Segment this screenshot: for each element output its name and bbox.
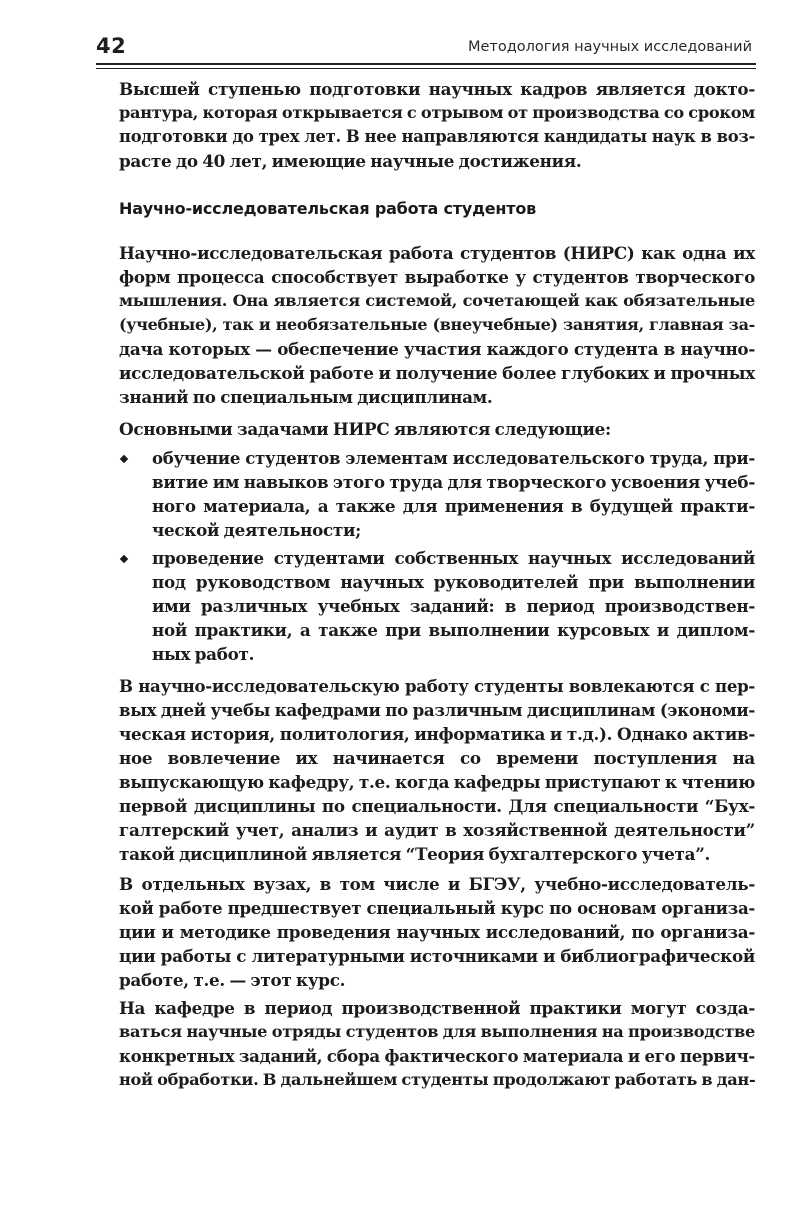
text-line: витие им навыков этого труда для творческого усвоения учеб-	[152, 472, 755, 492]
text-line: ческая история, политология, информатика и т.д.). Однако актив-	[119, 724, 755, 744]
text-line: ной практики, а также при выполнении курсовых и диплом-	[152, 620, 755, 640]
text-line: ими различных учебных заданий: в период производствен-	[152, 596, 755, 616]
text-line: знаний по специальным дисциплинам.	[119, 387, 493, 407]
text-line: ного материала, а также для применения в будущей практи-	[152, 496, 755, 516]
text-line: ческой деятельности;	[152, 520, 362, 540]
text-line: ных работ.	[152, 644, 255, 664]
text-line: В научно-исследовательскую работу студенты вовлекаются с пер-	[119, 676, 755, 696]
text-line: конкретных заданий, сбора фактического материала и его первич-	[119, 1046, 755, 1066]
text-line: На кафедре в период производственной практики могут созда-	[119, 998, 755, 1018]
text-line: ной обработки. В дальнейшем студенты продолжают работать в дан-	[119, 1070, 756, 1089]
text-line: первой дисциплины по специальности. Для специальности “Бух-	[119, 796, 755, 816]
text-line: проведение студентами собственных научных исследований	[152, 548, 755, 568]
text-line: ции и методике проведения научных исследований, по организа-	[119, 922, 755, 942]
header-rule-thick	[96, 63, 756, 65]
paragraph-doctorate	[119, 77, 755, 173]
page-header	[96, 34, 752, 64]
text-line: рантура, которая открывается с отрывом от производства со сроком	[119, 103, 755, 122]
text-line: мышления. Она является системой, сочетающей как обязательные	[119, 291, 755, 310]
paragraph-practice	[119, 996, 755, 1092]
text-line: (учебные), так и необязательные (внеучебные) занятия, главная за-	[119, 315, 755, 334]
text-line: Научно-исследовательская работа студентов (НИРС) как одна их	[119, 243, 755, 263]
text-line: расте до 40 лет, имеющие научные достижения.	[119, 151, 582, 171]
text-line: В отдельных вузах, в том числе и БГЭУ, учебно-исследователь-	[119, 874, 755, 894]
bullet-diamond-icon	[120, 555, 130, 565]
paragraph-nirs-definition	[119, 241, 755, 409]
header-rule-thin	[96, 68, 756, 69]
list-item	[152, 546, 755, 666]
text-line: ции работы с литературными источниками и библиографической	[119, 946, 755, 966]
text-line: кой работе предшествует специальный курс по основам организа-	[119, 898, 755, 918]
text-line: Основными задачами НИРС являются следующие:	[119, 419, 611, 439]
text-line: под руководством научных руководителей при выполнении	[152, 572, 755, 592]
list-item	[152, 446, 755, 542]
text-line: ваться научные отряды студентов для выполнения на производстве	[119, 1022, 755, 1041]
text-line: Высшей ступенью подготовки научных кадров является докто-	[119, 79, 755, 99]
text-line: галтерский учет, анализ и аудит в хозяйственной деятельности”	[119, 820, 755, 840]
paragraph-bgeu	[119, 872, 755, 992]
paragraph-tasks-intro	[119, 417, 755, 441]
running-head: Методология научных исследований	[467, 39, 752, 55]
text-line: подготовки до трех лет. В нее направляются кандидаты наук в воз-	[119, 127, 755, 146]
text-line: выпускающую кафедру, т.е. когда кафедры приступают к чтению	[119, 772, 755, 792]
text-line: обучение студентов элементам исследовательского труда, при-	[152, 448, 755, 468]
text-line: вых дней учебы кафедрами по различным дисциплинам (экономи-	[119, 700, 755, 720]
text-line: такой дисциплиной является “Теория бухгалтерского учета”.	[119, 844, 711, 864]
text-line: форм процесса способствует выработке у студентов творческого	[119, 267, 755, 287]
section-heading: Научно-исследовательская работа студентов	[119, 199, 537, 218]
text-line: дача которых — обеспечение участия каждого студента в научно-	[119, 339, 755, 359]
page-number: 42	[96, 34, 127, 58]
text-line: работе, т.е. — этот курс.	[119, 970, 346, 990]
paragraph-involvement	[119, 674, 755, 866]
bullet-diamond-icon	[120, 455, 130, 465]
text-line: исследовательской работе и получение более глубоких и прочных	[119, 363, 755, 383]
text-line: ное вовлечение их начинается со времени поступления на	[119, 748, 755, 768]
